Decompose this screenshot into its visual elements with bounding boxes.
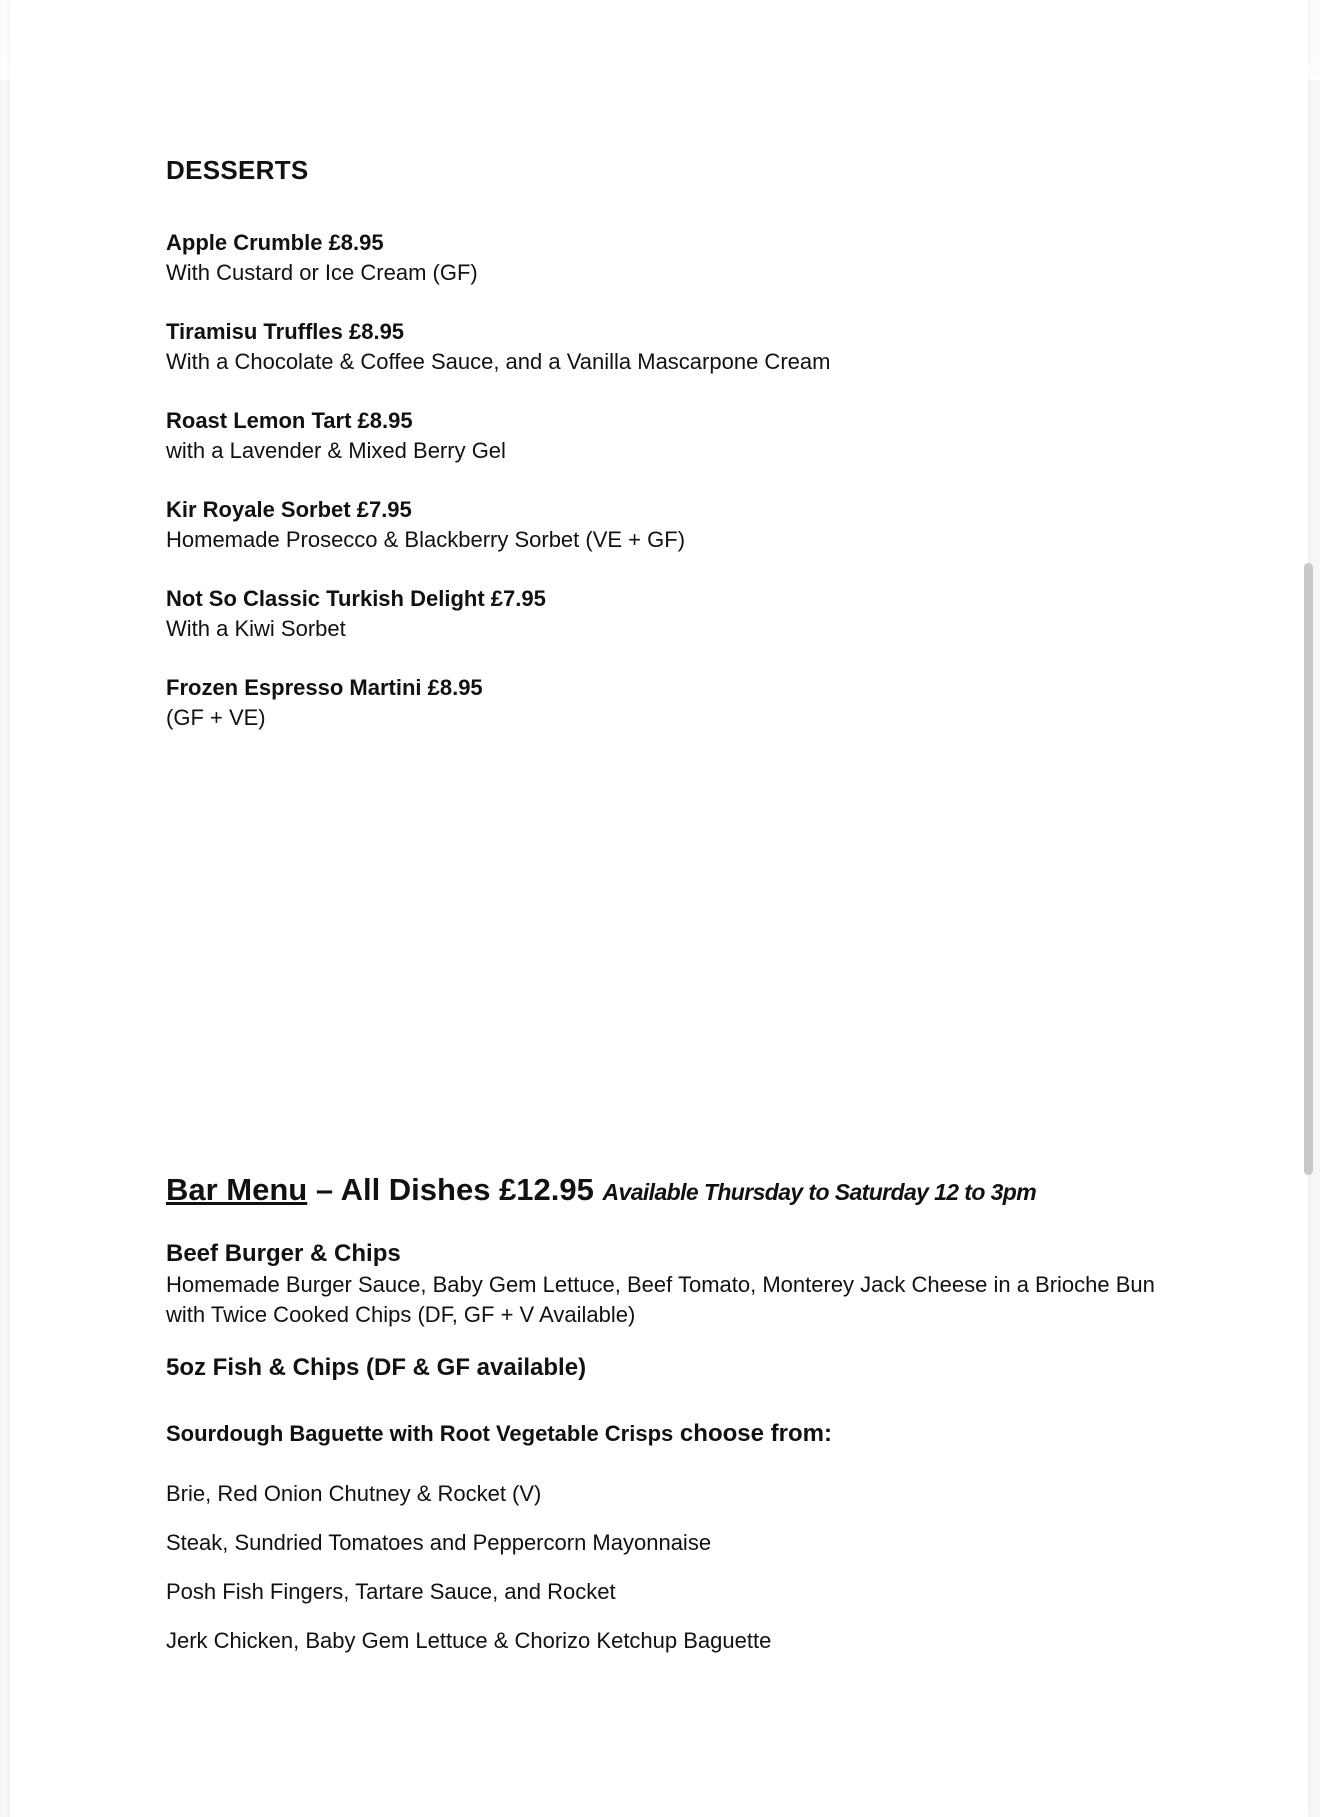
baguette-heading-text: Sourdough Baguette with Root Vegetable Crisps [166, 1421, 674, 1446]
menu-page [10, 0, 1308, 1817]
baguette-heading [166, 1418, 1216, 1453]
baguette-option: Steak, Sundried Tomatoes and Peppercorn Mayonnaise [166, 1530, 712, 1555]
burger-name: Beef Burger & Chips [166, 1240, 401, 1267]
baguette-options [166, 1479, 1216, 1656]
dessert-item [166, 406, 1216, 466]
baguette-choose-text: choose from: [673, 1420, 832, 1447]
dessert-item [166, 673, 1216, 733]
dessert-description: With Custard or Ice Cream (GF) [166, 260, 478, 285]
dessert-item [166, 584, 1216, 644]
baguette-option: Jerk Chicken, Baby Gem Lettuce & Chorizo Ketchup Baguette [166, 1628, 772, 1653]
dessert-name: Tiramisu Truffles £8.95 [166, 319, 405, 344]
desserts-heading: DESSERTS [166, 155, 309, 185]
dessert-description: (GF + VE) [166, 705, 266, 730]
bar-menu-availability: Available Thursday to Saturday 12 to 3pm [602, 1179, 1037, 1205]
baguette-option: Brie, Red Onion Chutney & Rocket (V) [166, 1481, 542, 1506]
dessert-item [166, 228, 1216, 288]
dessert-name: Kir Royale Sorbet £7.95 [166, 497, 412, 522]
dessert-name: Not So Classic Turkish Delight £7.95 [166, 586, 546, 611]
baguette-option: Posh Fish Fingers, Tartare Sauce, and Rocket [166, 1579, 616, 1604]
dessert-name: Frozen Espresso Martini £8.95 [166, 675, 483, 700]
dessert-description: With a Kiwi Sorbet [166, 616, 346, 641]
fish-and-chips: 5oz Fish & Chips (DF & GF available) [166, 1354, 587, 1381]
burger-description: Homemade Burger Sauce, Baby Gem Lettuce, Beef Tomato, Monterey Jack Cheese in a Brioche Bun with Twice Cooked Chips (DF, GF + V Available) [166, 1272, 1155, 1327]
dessert-name: Apple Crumble £8.95 [166, 230, 384, 255]
bar-menu-price: – All Dishes £12.95 [307, 1172, 603, 1207]
dessert-item [166, 495, 1216, 555]
page-content [166, 150, 1216, 1653]
vertical-scrollbar[interactable] [1304, 563, 1313, 1175]
dessert-name: Roast Lemon Tart £8.95 [166, 408, 413, 433]
dessert-description: with a Lavender & Mixed Berry Gel [166, 438, 506, 463]
dessert-description: With a Chocolate & Coffee Sauce, and a Vanilla Mascarpone Cream [166, 349, 831, 374]
bar-menu-body [166, 1238, 1216, 1675]
dessert-description: Homemade Prosecco & Blackberry Sorbet (VE + GF) [166, 527, 686, 552]
bar-menu-title: Bar Menu [166, 1172, 308, 1207]
bar-menu-header [166, 1165, 1216, 1221]
dessert-item [166, 317, 1216, 377]
